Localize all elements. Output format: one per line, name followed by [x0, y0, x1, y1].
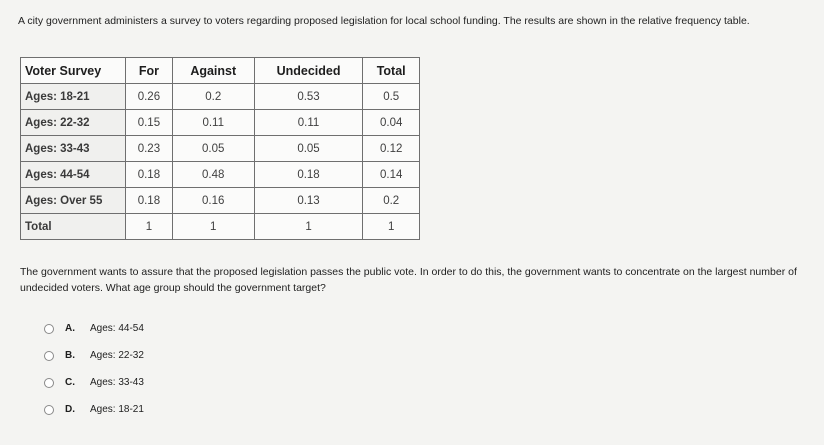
option-letter: C.	[65, 377, 75, 388]
radio-button[interactable]	[44, 378, 54, 388]
option-text: Ages: 22-32	[90, 350, 144, 361]
table-cell: 0.18	[126, 188, 173, 214]
table-cell: 0.48	[172, 162, 254, 188]
table-cell: 0.14	[363, 162, 420, 188]
table-cell: 0.05	[172, 136, 254, 162]
table-cell: 0.11	[254, 110, 363, 136]
table-cell: 0.23	[126, 136, 173, 162]
table-cell: 0.18	[126, 162, 173, 188]
table-cell: 1	[363, 214, 420, 240]
table-cell: 0.04	[363, 110, 420, 136]
row-label: Ages: 22-32	[21, 110, 126, 136]
question-text: The government wants to assure that the proposed legislation passes the public vote. In order to do this, the government wants to concentrate on the largest number of undecided voters. What age group should the government target?	[20, 266, 797, 294]
option-a[interactable]	[44, 323, 144, 334]
option-b[interactable]	[44, 350, 144, 361]
radio-button[interactable]	[44, 324, 54, 334]
row-label: Ages: 18-21	[21, 84, 126, 110]
radio-button[interactable]	[44, 405, 54, 415]
table-cell: 0.2	[172, 84, 254, 110]
table-cell: 0.26	[126, 84, 173, 110]
table-cell: 1	[126, 214, 173, 240]
intro-text: A city government administers a survey to voters regarding proposed legislation for local school funding. The results are shown in the relative frequency table.	[18, 15, 750, 27]
table-row	[21, 136, 420, 162]
option-text: Ages: 18-21	[90, 404, 144, 415]
row-label: Total	[21, 214, 126, 240]
row-label: Ages: Over 55	[21, 188, 126, 214]
radio-button[interactable]	[44, 351, 54, 361]
column-header: Total	[363, 58, 420, 84]
table-cell: 1	[172, 214, 254, 240]
column-header: Voter Survey	[21, 58, 126, 84]
table-header-row	[21, 58, 420, 84]
table-cell: 0.13	[254, 188, 363, 214]
option-c[interactable]	[44, 377, 144, 388]
table-row	[21, 188, 420, 214]
table-cell: 0.12	[363, 136, 420, 162]
option-letter: A.	[65, 323, 75, 334]
answer-options	[44, 323, 144, 431]
column-header: Against	[172, 58, 254, 84]
table-cell: 0.05	[254, 136, 363, 162]
table-cell: 0.5	[363, 84, 420, 110]
table-cell: 0.11	[172, 110, 254, 136]
option-letter: B.	[65, 350, 75, 361]
table-row	[21, 84, 420, 110]
option-text: Ages: 33-43	[90, 377, 144, 388]
table-cell: 0.15	[126, 110, 173, 136]
relative-frequency-table	[20, 57, 420, 240]
table-row	[21, 162, 420, 188]
column-header: Undecided	[254, 58, 363, 84]
option-letter: D.	[65, 404, 75, 415]
table-cell: 1	[254, 214, 363, 240]
table-row	[21, 110, 420, 136]
table-cell: 0.18	[254, 162, 363, 188]
option-text: Ages: 44-54	[90, 323, 144, 334]
row-label: Ages: 33-43	[21, 136, 126, 162]
column-header: For	[126, 58, 173, 84]
table-cell: 0.2	[363, 188, 420, 214]
table-cell: 0.16	[172, 188, 254, 214]
table-cell: 0.53	[254, 84, 363, 110]
table-row	[21, 214, 420, 240]
row-label: Ages: 44-54	[21, 162, 126, 188]
option-d[interactable]	[44, 404, 144, 415]
